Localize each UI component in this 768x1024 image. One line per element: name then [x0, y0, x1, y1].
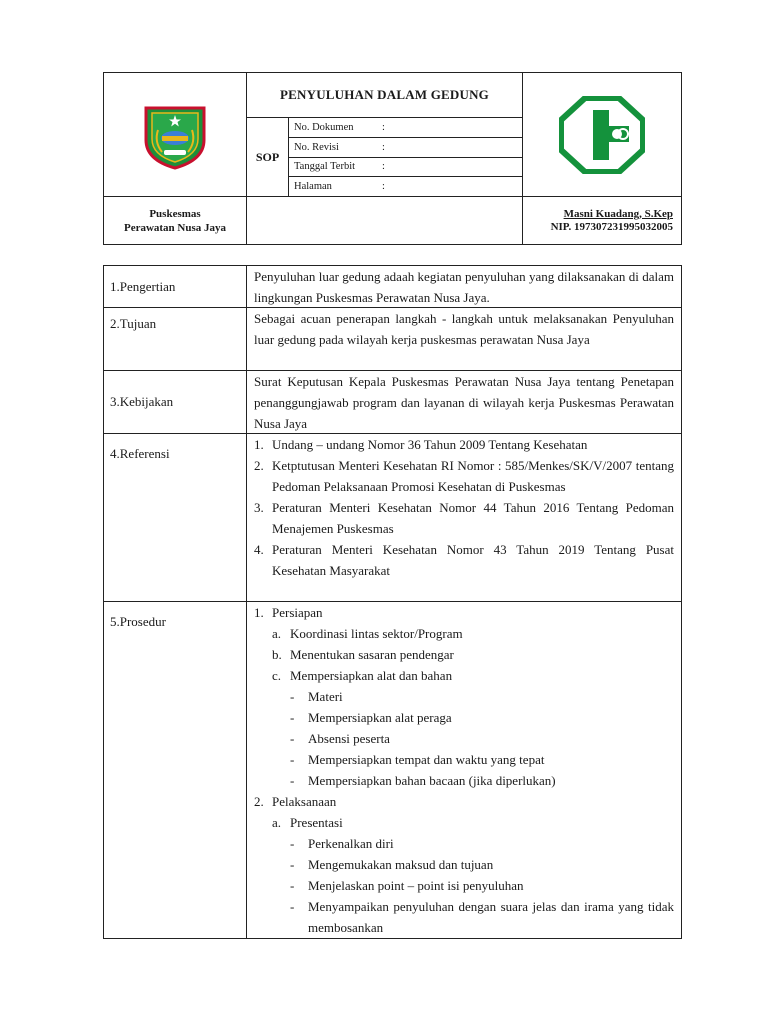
field-label: Halaman	[294, 181, 332, 193]
dash-text: Mempersiapkan bahan bacaan (jika diperlukan)	[308, 773, 556, 788]
dash-item	[254, 875, 674, 896]
dash-item	[254, 707, 674, 728]
signer-block	[523, 197, 681, 244]
dash-mark: -	[290, 752, 295, 767]
section-label: 4.Referensi	[104, 434, 247, 601]
dash-text: Menjelaskan point – point isi penyuluhan	[308, 878, 524, 893]
sop-label: SOP	[247, 118, 289, 196]
step-title: Pelaksanaan	[272, 794, 337, 809]
dash-item	[254, 749, 674, 770]
signer-nip: NIP. 197307231995032005	[550, 220, 673, 233]
item-number: 2.	[254, 458, 264, 473]
row-prosedur	[104, 602, 681, 938]
item-number: 3.	[254, 500, 264, 515]
list-item	[254, 455, 674, 497]
item-text: Undang – undang Nomor 36 Tahun 2009 Tentang Kesehatan	[272, 437, 588, 452]
dash-mark: -	[290, 773, 295, 788]
field-label: No. Revisi	[294, 141, 339, 153]
step	[254, 602, 674, 623]
sub-step-text: Menentukan sasaran pendengar	[290, 647, 454, 662]
dash-mark: -	[290, 731, 295, 746]
sop-fields	[289, 118, 522, 196]
sub-step	[254, 812, 674, 833]
section-text: Sebagai acuan penerapan langkah - langkah untuk melaksanakan Penyuluhan luar gedung pada wilayah kerja puskesmas perawatan Nusa Jaya	[254, 311, 674, 347]
section-label: 1.Pengertian	[104, 266, 247, 307]
section-procedure	[247, 602, 681, 938]
dash-item	[254, 686, 674, 707]
field-value: :	[382, 141, 385, 153]
signer-name: Masni Kuadang, S.Kep	[563, 207, 673, 220]
dash-mark: -	[290, 878, 295, 893]
row-referensi	[104, 434, 681, 602]
sop-area	[247, 118, 522, 196]
item-text: Peraturan Menteri Kesehatan Nomor 44 Tahun 2016 Tentang Pedoman Menajemen Puskesmas	[272, 500, 674, 536]
header-middle	[247, 73, 523, 196]
dash-text: Materi	[308, 689, 343, 704]
dash-text: Mempersiapkan alat peraga	[308, 710, 452, 725]
list-item	[254, 497, 674, 539]
dash-mark: -	[290, 836, 295, 851]
dash-text: Menyampaikan penyuluhan dengan suara jelas dan irama yang tidak membosankan	[308, 899, 674, 935]
dash-text: Perkenalkan diri	[308, 836, 394, 851]
field-label: No. Dokumen	[294, 121, 354, 133]
section-text: Surat Keputusan Kepala Puskesmas Perawatan Nusa Jaya tentang Penetapan penanggungjawab program dan layanan di wilayah kerja Puskesmas Perawatan Nusa Jaya	[254, 374, 674, 431]
header-row-top	[104, 73, 681, 197]
dash-item	[254, 728, 674, 749]
regional-emblem-icon	[140, 100, 210, 170]
dash-text: Mempersiapkan tempat dan waktu yang tepat	[308, 752, 545, 767]
field-value: :	[382, 181, 385, 193]
sub-step	[254, 623, 674, 644]
item-text: Ketptutusan Menteri Kesehatan RI Nomor : 585/Menkes/SK/V/2007 tentang Pedoman Pelaksanaan Promosi Kesehatan di Puskesmas	[272, 458, 674, 494]
sub-step	[254, 644, 674, 665]
empty-cell	[247, 197, 523, 244]
field-value: :	[382, 121, 385, 133]
section-list	[247, 434, 681, 601]
dash-item	[254, 896, 674, 938]
sub-step-letter: c.	[272, 668, 282, 683]
dash-mark: -	[290, 899, 295, 914]
dash-text: Absensi peserta	[308, 731, 390, 746]
item-number: 1.	[254, 437, 264, 452]
dash-item	[254, 833, 674, 854]
step-title: Persiapan	[272, 605, 323, 620]
item-text: Peraturan Menteri Kesehatan Nomor 43 Tahun 2019 Tentang Pusat Kesehatan Masyarakat	[272, 542, 674, 578]
sub-step	[254, 665, 674, 686]
sub-step-text: Mempersiapkan alat dan bahan	[290, 668, 453, 683]
sub-step-letter: a.	[272, 626, 282, 641]
dash-item	[254, 854, 674, 875]
field-label: Tanggal Terbit	[294, 161, 356, 173]
row-pengertian	[104, 266, 681, 308]
sub-step-letter: a.	[272, 815, 282, 830]
list-item	[254, 434, 674, 455]
section-label: 3.Kebijakan	[104, 371, 247, 433]
organization-name	[104, 197, 247, 244]
dash-mark: -	[290, 689, 295, 704]
sop-content-table	[103, 265, 682, 939]
row-kebijakan	[104, 371, 681, 434]
step	[254, 791, 674, 812]
org-line2: Perawatan Nusa Jaya	[123, 221, 227, 234]
field-halaman	[289, 177, 522, 196]
field-value: :	[382, 161, 385, 173]
puskesmas-logo-icon	[559, 96, 645, 174]
header-row-bottom	[104, 197, 681, 244]
document-title: PENYULUHAN DALAM GEDUNG	[247, 73, 522, 118]
section-label: 5.Prosedur	[104, 602, 247, 938]
sub-step-text: Koordinasi lintas sektor/Program	[290, 626, 463, 641]
dash-item	[254, 770, 674, 791]
sub-step-letter: b.	[272, 647, 282, 662]
section-label: 2.Tujuan	[104, 308, 247, 370]
step-number: 2.	[254, 794, 264, 809]
field-no-dokumen	[289, 118, 522, 138]
dash-text: Mengemukakan maksud dan tujuan	[308, 857, 494, 872]
section-text: Penyuluhan luar gedung adaah kegiatan penyuluhan yang dilaksanakan di dalam lingkungan Puskesmas Perawatan Nusa Jaya.	[254, 269, 674, 305]
puskesmas-logo-cell	[523, 73, 681, 196]
item-number: 4.	[254, 542, 264, 557]
field-tanggal-terbit	[289, 158, 522, 178]
field-no-revisi	[289, 138, 522, 158]
step-number: 1.	[254, 605, 264, 620]
sub-step-text: Presentasi	[290, 815, 343, 830]
regional-emblem-cell	[104, 73, 247, 196]
dash-mark: -	[290, 710, 295, 725]
dash-mark: -	[290, 857, 295, 872]
org-line1: Puskesmas	[149, 207, 201, 220]
row-tujuan	[104, 308, 681, 371]
sop-header	[103, 72, 682, 245]
list-item	[254, 539, 674, 581]
